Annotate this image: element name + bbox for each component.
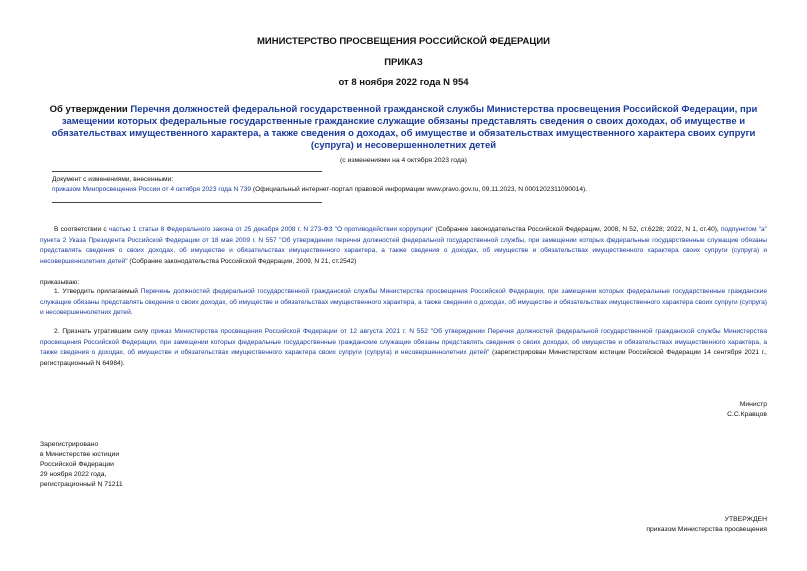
registration-line: Зарегистрировано	[40, 441, 99, 448]
signature-name: С.С.Кравцов	[727, 411, 767, 418]
document-type: ПРИКАЗ	[384, 57, 423, 68]
changes-source-line	[52, 185, 772, 195]
order-date-number: от 8 ноября 2022 года N 954	[338, 77, 469, 88]
registration-line: в Министерстве юстиции	[40, 451, 120, 458]
preamble-text-2: (Собрание законодательства Российской Федерации, 2008, N 52, ст.6228; 2022, N 1, ст.40),	[433, 226, 721, 233]
document-heading	[40, 104, 767, 152]
registration-block	[40, 440, 240, 490]
item-1-text: 1. Утвердить прилагаемый	[54, 288, 141, 295]
item-2-text: 2. Признать утратившим силу	[54, 328, 151, 335]
registration-line: регистрационный N 71211	[40, 481, 123, 488]
approved-title: УТВЕРЖДЕН	[724, 516, 767, 523]
changes-order-link[interactable]: приказом Минпросвещения России от 4 октября 2023 года N 739	[52, 186, 252, 193]
revision-note: (с изменениями на 4 октября 2023 года)	[340, 157, 467, 164]
item-2-registration-text: (зарегистрирован Министерством юстиции Российской Федерации 14 сентября 2021 г., регистрационный N 64984).	[40, 349, 767, 367]
approved-block	[517, 515, 767, 535]
changes-divider-top	[52, 171, 322, 172]
preamble-text-1: В соответствии с	[54, 226, 109, 233]
heading-link[interactable]: Перечня должностей федеральной государственной гражданской службы Министерства просвещения Российской Федерации, при замещении которых федеральные государственные гражданские служащие обязаны представлять сведения о своих доходах, об имуществе и обязательствах имущественного характера, а также сведения о доходах, об имуществе и обязательствах имущественного характера своих супруги (супруга) и несовершеннолетних детей	[51, 104, 758, 151]
changes-divider-bottom	[52, 202, 322, 203]
changes-intro: Документ с изменениями, внесенными:	[52, 176, 174, 183]
changes-block	[52, 175, 772, 195]
preamble-paragraph	[40, 225, 767, 267]
order-word: приказываю:	[40, 279, 80, 286]
approved-by-line: приказом Министерства просвещения	[646, 526, 767, 533]
preamble-text-3: (Собрание законодательства Российской Федерации, 2009, N 21, ст.2542)	[127, 257, 357, 265]
signature-block	[567, 400, 767, 420]
federal-law-link[interactable]: частью 1 статьи 8 Федерального закона от 25 декабря 2008 г. N 273-ФЗ "О противодействии коррупции"	[108, 226, 434, 233]
presidential-decree-link[interactable]: подпунктом "а" пункта 2 Указа Президента Российской Федерации от 18 мая 2009 г. N 557 "Об утверждении перечня должностей федеральной государственной службы, при замещении которых федеральные государственные служащие обязаны представлять сведения о своих доходах, об имуществе и обязательствах имущественного характера, а также сведения о доходах, об имуществе и обязательствах имущественного характера своих супруги (супруга) и несовершеннолетних детей"	[40, 226, 768, 265]
list-of-positions-link[interactable]: Перечень должностей федеральной государственной гражданской службы Министерства просвещения Российской Федерации, при замещении которых федеральные государственные гражданские служащие обязаны представлять сведения о своих доходах, об имуществе и обязательствах имущественного характера, а также сведения о доходах, об имуществе и обязательствах имущественного характера своих супруги (супруга) и несовершеннолетних детей	[40, 288, 768, 316]
changes-rest: (Официальный интернет-портал правовой информации www.pravo.gov.ru, 09.11.2023, N 0001202311090014).	[251, 186, 588, 193]
item-2-paragraph	[40, 327, 767, 369]
item-1-end: .	[130, 309, 133, 316]
heading-prefix: Об утверждении	[49, 104, 131, 115]
ministry-name: МИНИСТЕРСТВО ПРОСВЕЩЕНИЯ РОССИЙСКОЙ ФЕДЕРАЦИИ	[256, 36, 551, 47]
signature-title: Министр	[739, 401, 767, 408]
repealed-order-link[interactable]: приказ Министерства просвещения Российской Федерации от 12 августа 2021 г. N 552 "Об утверждении Перечня должностей федеральной государственной гражданской службы Министерства просвещения Российской Федерации, при замещении которых федеральные государственные гражданские служащие обязаны представлять сведения о своих доходах, об имуществе и обязательствах имущественного характера, а также сведения о доходах, об имуществе и обязательствах имущественного характера своих супруги (супруга) и несовершеннолетних детей"	[40, 328, 767, 356]
item-1-paragraph	[40, 287, 767, 319]
registration-line: Российской Федерации	[40, 461, 114, 468]
registration-line: 29 ноября 2022 года,	[40, 471, 107, 478]
